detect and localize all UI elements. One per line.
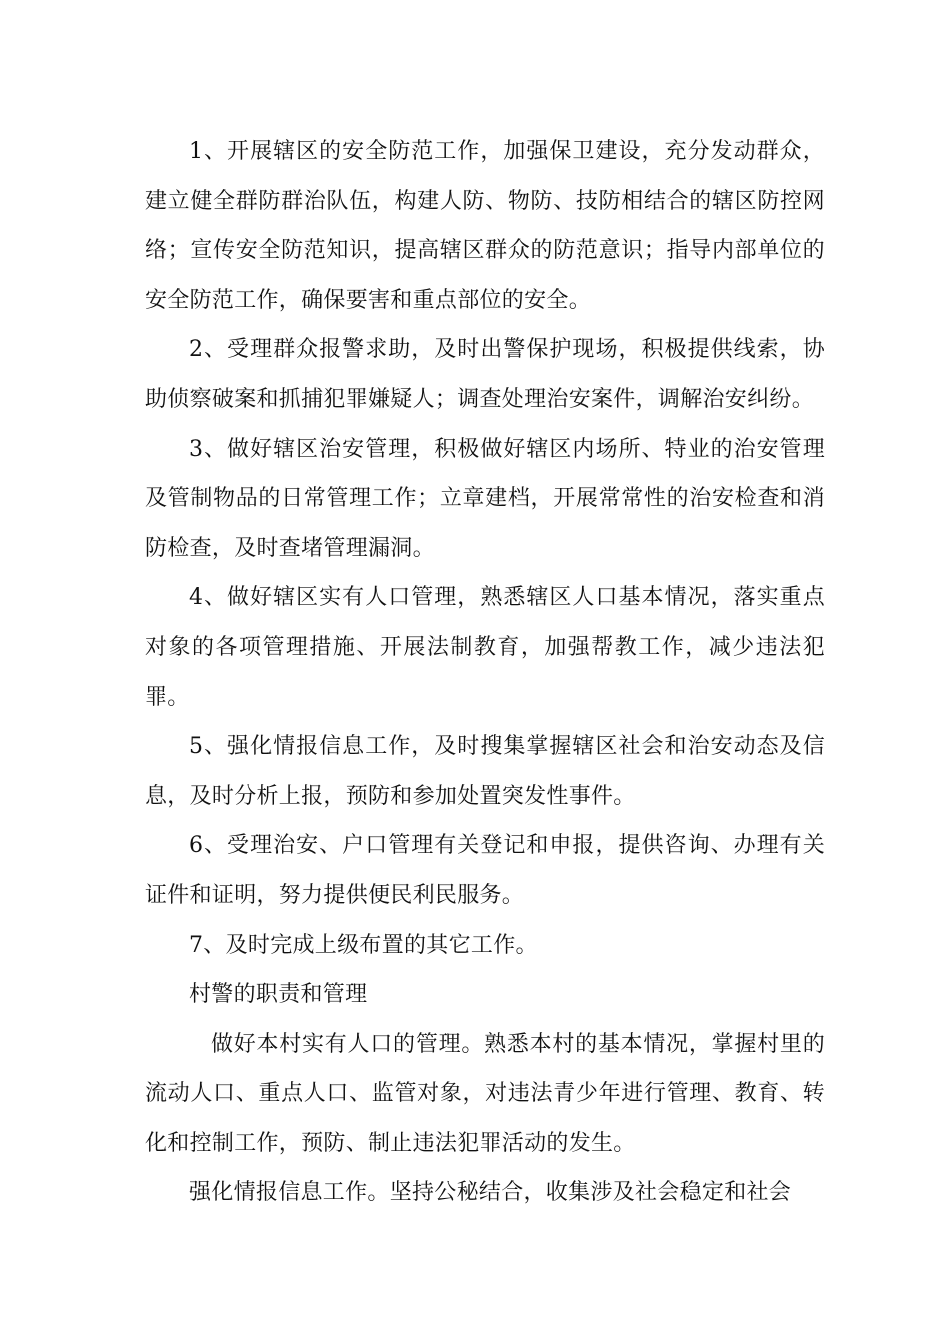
section-paragraph-1: 做好本村实有人口的管理。熟悉本村的基本情况，掌握村里的流动人口、重点人口、监管对象，对违法青少年进行管理、教育、转化和控制工作，预防、制止违法犯罪活动的发生。 — [145, 1031, 825, 1156]
duty-item-2: 2、受理群众报警求助，及时出警保护现场，积极提供线索，协助侦察破案和抓捕犯罪嫌疑人；调查处理治安案件，调解治安纠纷。 — [145, 337, 825, 412]
section-paragraph-2: 强化情报信息工作。坚持公秘结合，收集涉及社会稳定和社会 — [189, 1180, 792, 1206]
section-heading: 村警的职责和管理 — [189, 982, 368, 1008]
duty-item-5: 5、强化情报信息工作，及时搜集掌握辖区社会和治安动态及信息，及时分析上报，预防和参加处置突发性事件。 — [145, 734, 825, 809]
document-body — [145, 127, 825, 1218]
duty-item-6: 6、受理治安、户口管理有关登记和申报，提供咨询、办理有关证件和证明，努力提供便民利民服务。 — [145, 833, 825, 908]
duty-item-1: 1、开展辖区的安全防范工作，加强保卫建设，充分发动群众，建立健全群防群治队伍，构建人防、物防、技防相结合的辖区防控网络；宣传安全防范知识，提高辖区群众的防范意识；指导内部单位的安全防范工作，确保要害和重点部位的安全。 — [145, 139, 825, 313]
duty-item-4: 4、做好辖区实有人口管理，熟悉辖区人口基本情况，落实重点对象的各项管理措施、开展法制教育，加强帮教工作，减少违法犯罪。 — [145, 585, 825, 710]
duty-item-3: 3、做好辖区治安管理，积极做好辖区内场所、特业的治安管理及管制物品的日常管理工作；立章建档，开展常常性的治安检查和消防检查，及时查堵管理漏洞。 — [145, 436, 825, 561]
duty-item-7: 7、及时完成上级布置的其它工作。 — [189, 932, 538, 958]
